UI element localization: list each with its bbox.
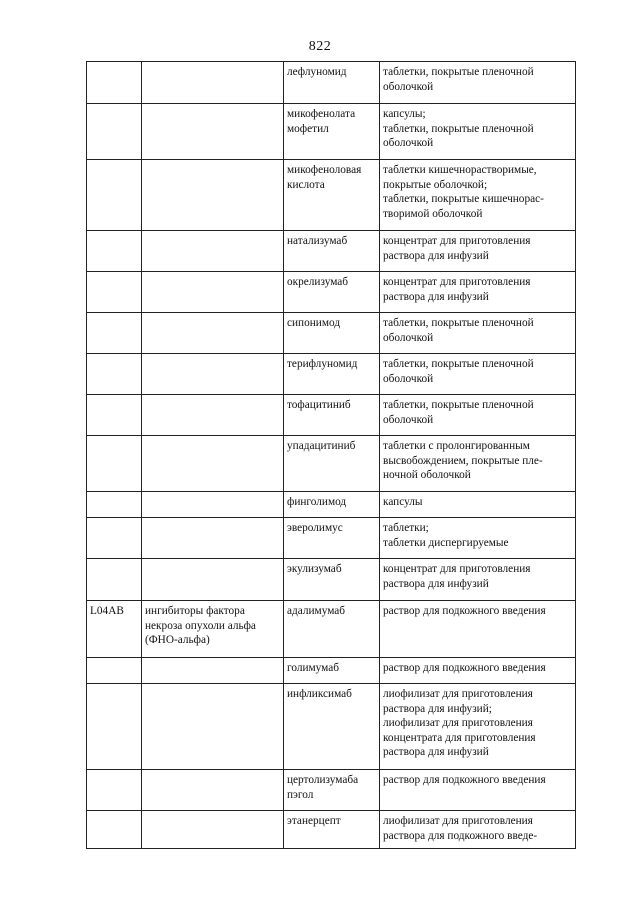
group-name-cell [142, 658, 284, 684]
group-name-cell [142, 492, 284, 518]
table-row [87, 62, 576, 104]
atc-code-cell [87, 231, 142, 272]
table-row [87, 518, 576, 559]
atc-code-cell [87, 272, 142, 313]
dosage-form-cell: таблетки; таблетки диспергируемые [380, 518, 576, 559]
table-row [87, 658, 576, 684]
dosage-form-cell: раствор для подкожного введения [380, 770, 576, 811]
group-name-cell [142, 231, 284, 272]
atc-code-cell [87, 684, 142, 770]
table-body [87, 62, 576, 849]
atc-code-cell [87, 492, 142, 518]
table-row [87, 104, 576, 160]
group-name-cell [142, 160, 284, 231]
dosage-form-cell: таблетки кишечнорастворимые, покрытые оболочкой; таблетки, покрытые кишечнорас- творимой оболочкой [380, 160, 576, 231]
group-name-cell [142, 684, 284, 770]
atc-code-cell [87, 518, 142, 559]
atc-code-cell [87, 160, 142, 231]
dosage-form-cell: раствор для подкожного введения [380, 601, 576, 658]
drug-name-cell: тофацитиниб [284, 395, 380, 436]
group-name-cell [142, 313, 284, 354]
table-row [87, 160, 576, 231]
group-name-cell [142, 518, 284, 559]
group-name-cell [142, 770, 284, 811]
dosage-form-cell: таблетки, покрытые пленочной оболочкой [380, 62, 576, 104]
dosage-form-cell: концентрат для приготовления раствора для инфузий [380, 231, 576, 272]
drug-name-cell: окрелизумаб [284, 272, 380, 313]
dosage-form-cell: лиофилизат для приготовления раствора для подкожного введе- [380, 811, 576, 849]
atc-code-cell [87, 436, 142, 492]
table-row [87, 684, 576, 770]
atc-code-cell [87, 62, 142, 104]
table-row [87, 436, 576, 492]
drug-name-cell: лефлуномид [284, 62, 380, 104]
drug-name-cell: эверолимус [284, 518, 380, 559]
group-name-cell [142, 559, 284, 601]
atc-code-cell [87, 104, 142, 160]
drug-table [86, 61, 576, 849]
drug-name-cell: экулизумаб [284, 559, 380, 601]
drug-name-cell: натализумаб [284, 231, 380, 272]
table-row [87, 811, 576, 849]
dosage-form-cell: капсулы [380, 492, 576, 518]
atc-code-cell [87, 354, 142, 395]
drug-name-cell: упадацитиниб [284, 436, 380, 492]
drug-name-cell: инфликсимаб [284, 684, 380, 770]
group-name-cell [142, 436, 284, 492]
group-name-cell [142, 104, 284, 160]
table-row [87, 231, 576, 272]
group-name-cell [142, 272, 284, 313]
table-row [87, 313, 576, 354]
drug-name-cell: этанерцепт [284, 811, 380, 849]
drug-name-cell: терифлуномид [284, 354, 380, 395]
table-row [87, 395, 576, 436]
group-name-cell [142, 354, 284, 395]
drug-name-cell: цертолизумаба пэгол [284, 770, 380, 811]
dosage-form-cell: таблетки, покрытые пленочной оболочкой [380, 354, 576, 395]
atc-code-cell [87, 395, 142, 436]
dosage-form-cell: таблетки, покрытые пленочной оболочкой [380, 395, 576, 436]
table-row [87, 354, 576, 395]
dosage-form-cell: концентрат для приготовления раствора для инфузий [380, 272, 576, 313]
atc-code-cell: L04AB [87, 601, 142, 658]
dosage-form-cell: концентрат для приготовления раствора для инфузий [380, 559, 576, 601]
atc-code-cell [87, 811, 142, 849]
atc-code-cell [87, 658, 142, 684]
drug-name-cell: микофенолата мофетил [284, 104, 380, 160]
table-row [87, 559, 576, 601]
dosage-form-cell: капсулы; таблетки, покрытые пленочной оболочкой [380, 104, 576, 160]
drug-name-cell: сипонимод [284, 313, 380, 354]
drug-name-cell: финголимод [284, 492, 380, 518]
dosage-form-cell: таблетки, покрытые пленочной оболочкой [380, 313, 576, 354]
group-name-cell [142, 811, 284, 849]
group-name-cell [142, 395, 284, 436]
table-row [87, 492, 576, 518]
drug-name-cell: микофеноловая кислота [284, 160, 380, 231]
atc-code-cell [87, 770, 142, 811]
drug-name-cell: адалимумаб [284, 601, 380, 658]
atc-code-cell [87, 559, 142, 601]
group-name-cell: ингибиторы фактора некроза опухоли альфа (ФНО-альфа) [142, 601, 284, 658]
page-number: 822 [308, 39, 332, 54]
dosage-form-cell: лиофилизат для приготовления раствора для инфузий; лиофилизат для приготовления концентрата для приготовления раствора для инфузий [380, 684, 576, 770]
dosage-form-cell: раствор для подкожного введения [380, 658, 576, 684]
atc-code-cell [87, 313, 142, 354]
table-row [87, 601, 576, 658]
group-name-cell [142, 62, 284, 104]
drug-name-cell: голимумаб [284, 658, 380, 684]
dosage-form-cell: таблетки с пролонгированным высвобождением, покрытые пле- ночной оболочкой [380, 436, 576, 492]
table-row [87, 272, 576, 313]
table-row [87, 770, 576, 811]
